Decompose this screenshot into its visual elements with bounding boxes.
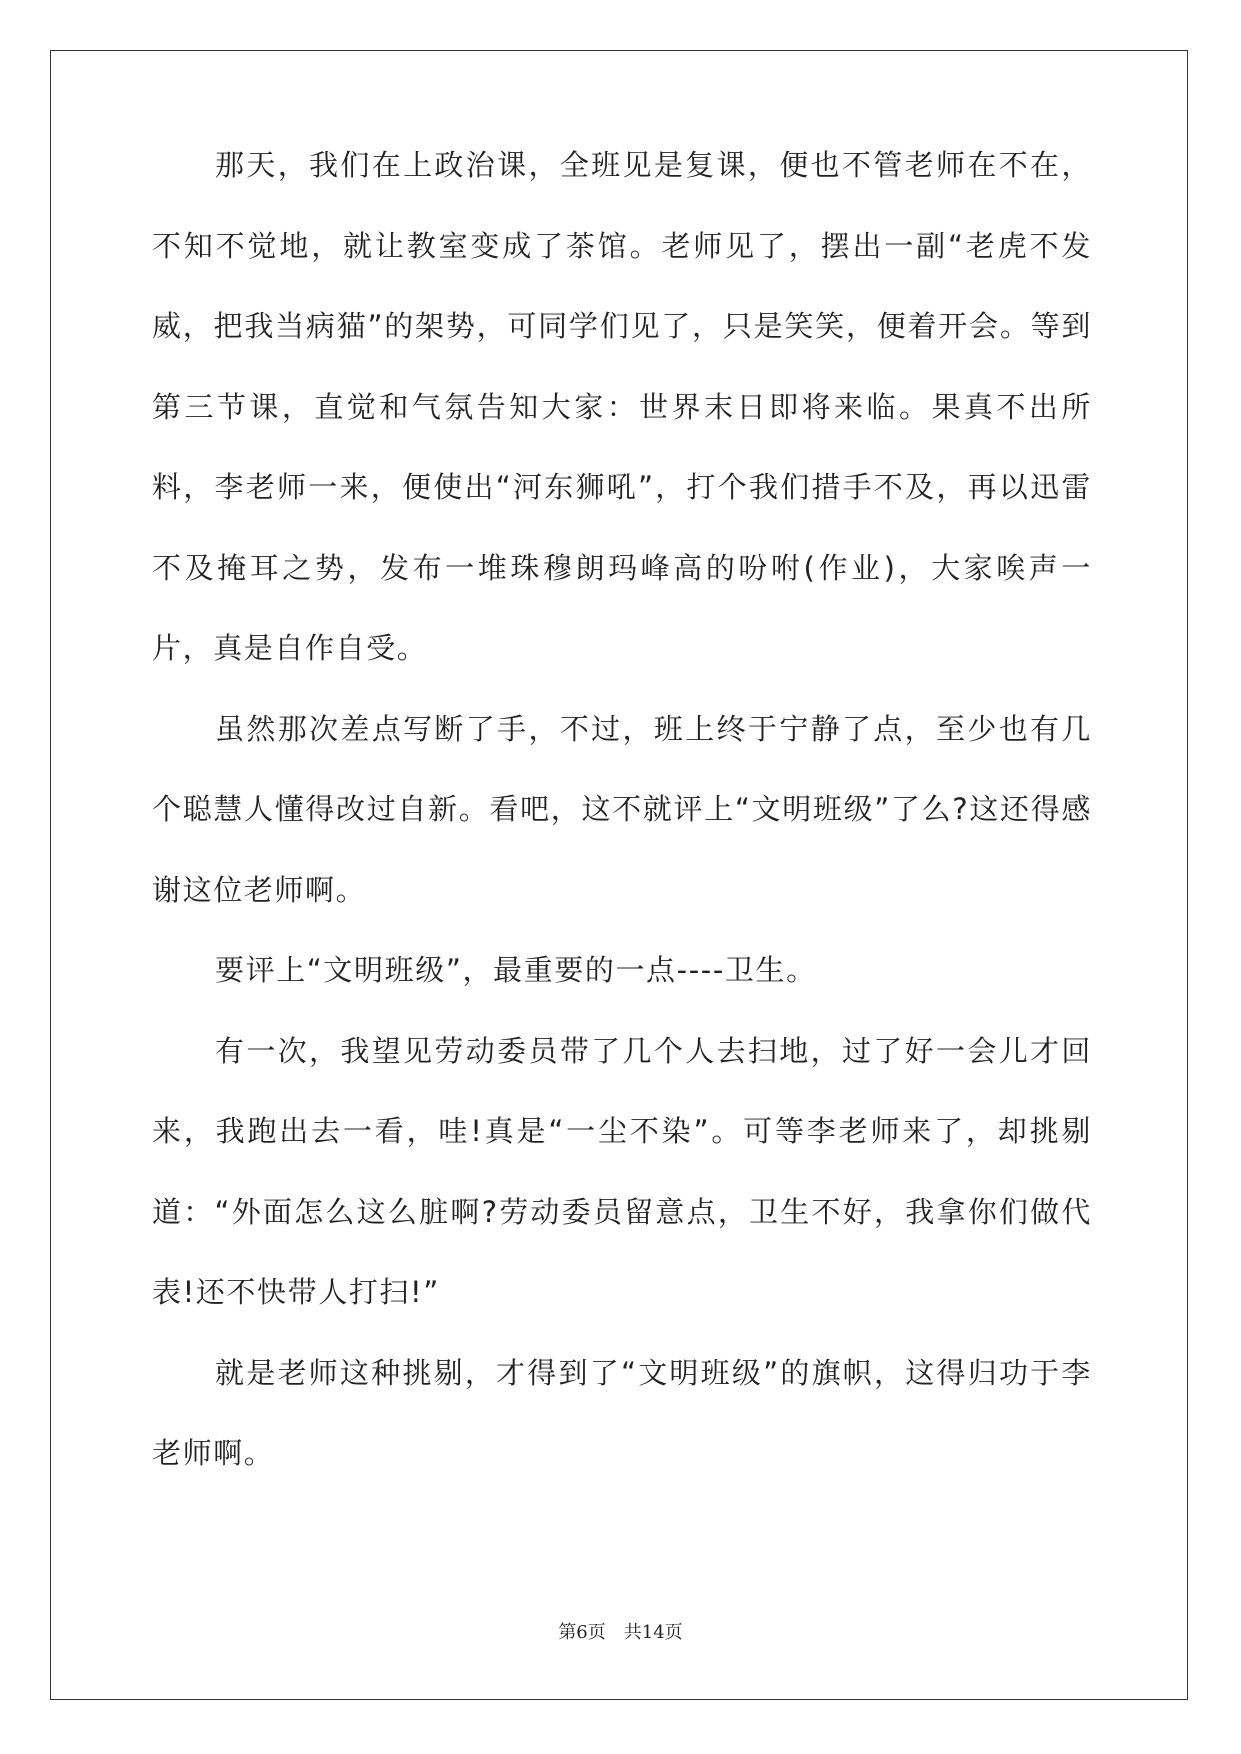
paragraph-4: 有一次，我望见劳动委员带了几个人去扫地，过了好一会儿才回来，我跑出去一看，哇!真是“一尘不染”。可等李老师来了，却挑剔道：“外面怎么这么脏啊?劳动委员留意点，卫生不好，我拿你们做代表!还不快带人打扫!”: [152, 1033, 1092, 1309]
paragraph-2: 虽然那次差点写断了手，不过，班上终于宁静了点，至少也有几个聪慧人懂得改过自新。看吧，这不就评上“文明班级”了么?这还得感谢这位老师啊。: [152, 711, 1092, 907]
paragraph-3: 要评上“文明班级”，最重要的一点----卫生。: [215, 953, 817, 987]
page-number-footer: 第6页 共14页: [558, 1622, 683, 1643]
document-body: [152, 125, 1092, 1494]
paragraph-1: 那天，我们在上政治课，全班见是复课，便也不管老师在不在，不知不觉地，就让教室变成了茶馆。老师见了，摆出一副“老虎不发威，把我当病猫”的架势，可同学们见了，只是笑笑，便着开会。等到第三节课，直觉和气氛告知大家：世界末日即将来临。果真不出所料，李老师一来，便使出“河东狮吼”，打个我们措手不及，再以迅雷不及掩耳之势，发布一堆珠穆朗玛峰高的吩咐(作业)，大家唉声一片，真是自作自受。: [152, 148, 1092, 665]
paragraph-5: 就是老师这种挑剔，才得到了“文明班级”的旗帜，这得归功于李老师啊。: [152, 1355, 1092, 1470]
